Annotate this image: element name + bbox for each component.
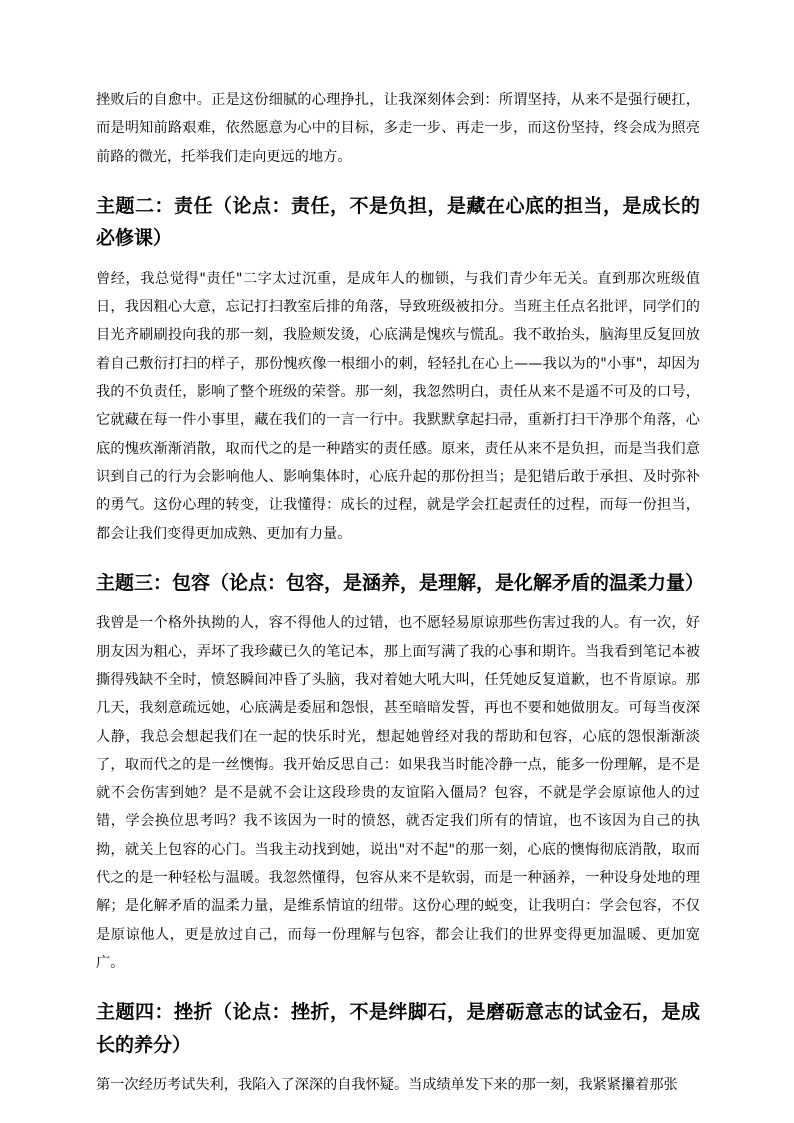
document-page [96, 86, 705, 1100]
heading-theme-responsibility: 主题二：责任（论点：责任，不是负担，是藏在心底的担当，是成长的必修课） [96, 194, 700, 250]
heading-theme-tolerance: 主题三：包容（论点：包容，是涵养，是理解，是化解矛盾的温柔力量） [96, 571, 705, 594]
heading-theme-setback: 主题四：挫折（论点：挫折，不是绊脚石，是磨砺意志的试金石，是成长的养分） [96, 1001, 700, 1056]
paragraph-tolerance: 我曾是一个格外执拗的人，容不得他人的过错，也不愿轻易原谅那些伤害过我的人。有一次，好朋友因为粗心，弄坏了我珍藏已久的笔记本，那上面写满了我的心事和期许。当我看到笔记本被撕得残缺不全时，愤怒瞬间冲昏了头脑，我对着她大吼大叫，任凭她反复道歉，也不肯原谅。那几天，我刻意疏远她，心底满是委屈和怨恨，甚至暗暗发誓，再也不要和她做朋友。可每当夜深人静，我总会想起我们在一起的快乐时光，想起她曾经对我的帮助和包容，心底的怨恨渐渐淡了，取而代之的是一丝懊悔。我开始反思自己：如果我当时能冷静一点，能多一份理解，是不是就不会伤害到她？是不是就不会让这段珍贵的友谊陷入僵局？包容，不就是学会原谅他人的过错，学会换位思考吗？我不该因为一时的愤怒，就否定我们所有的情谊，也不该因为自己的执拗，就关上包容的心门。当我主动找到她，说出"对不起"的那一刻，心底的懊悔彻底消散，取而代之的是一种轻松与温暖。我忽然懂得，包容从来不是软弱，而是一种涵养，一种设身处地的理解；是化解矛盾的温柔力量，是维系情谊的纽带。这份心理的蜕变，让我明白：学会包容，不仅是原谅他人，更是放过自己，而每一份理解与包容，都会让我们的世界变得更加温暖、更加宽广。 [96, 615, 700, 971]
paragraph-setback: 第一次经历考试失利，我陷入了深深的自我怀疑。当成绩单发下来的那一刻，我紧紧攥着那张 [96, 1077, 678, 1094]
paragraph-responsibility: 曾经，我总觉得"责任"二字太过沉重，是成年人的枷锁，与我们青少年无关。直到那次班级值日，我因粗心大意，忘记打扫教室后排的角落，导致班级被扣分。当班主任点名批评，同学们的目光齐刷刷投向我的那一刻，我脸颊发烫，心底满是愧疚与慌乱。我不敢抬头，脑海里反复回放着自己敷衍打扫的样子，那份愧疚像一根细小的刺，轻轻扎在心上——我以为的"小事"，却因为我的不负责任，影响了整个班级的荣誉。那一刻，我忽然明白，责任从来不是遥不可及的口号，它就藏在每一件小事里，藏在我们的一言一行中。我默默拿起扫帚，重新打扫干净那个角落，心底的愧疚渐渐消散，取而代之的是一种踏实的责任感。原来，责任从来不是负担，而是当我们意识到自己的行为会影响他人、影响集体时，心底升起的那份担当；是犯错后敢于承担、及时弥补的勇气。这份心理的转变，让我懂得：成长的过程，就是学会扛起责任的过程，而每一份担当，都会让我们变得更加成熟、更加有力量。 [96, 270, 700, 542]
paragraph-perseverance-conclusion: 挫败后的自愈中。正是这份细腻的心理挣扎，让我深刻体会到：所谓坚持，从来不是强行硬扛，而是明知前路艰难，依然愿意为心中的目标，多走一步、再走一步，而这份坚持，终会成为照亮前路的微光，托举我们走向更远的地方。 [96, 92, 700, 165]
